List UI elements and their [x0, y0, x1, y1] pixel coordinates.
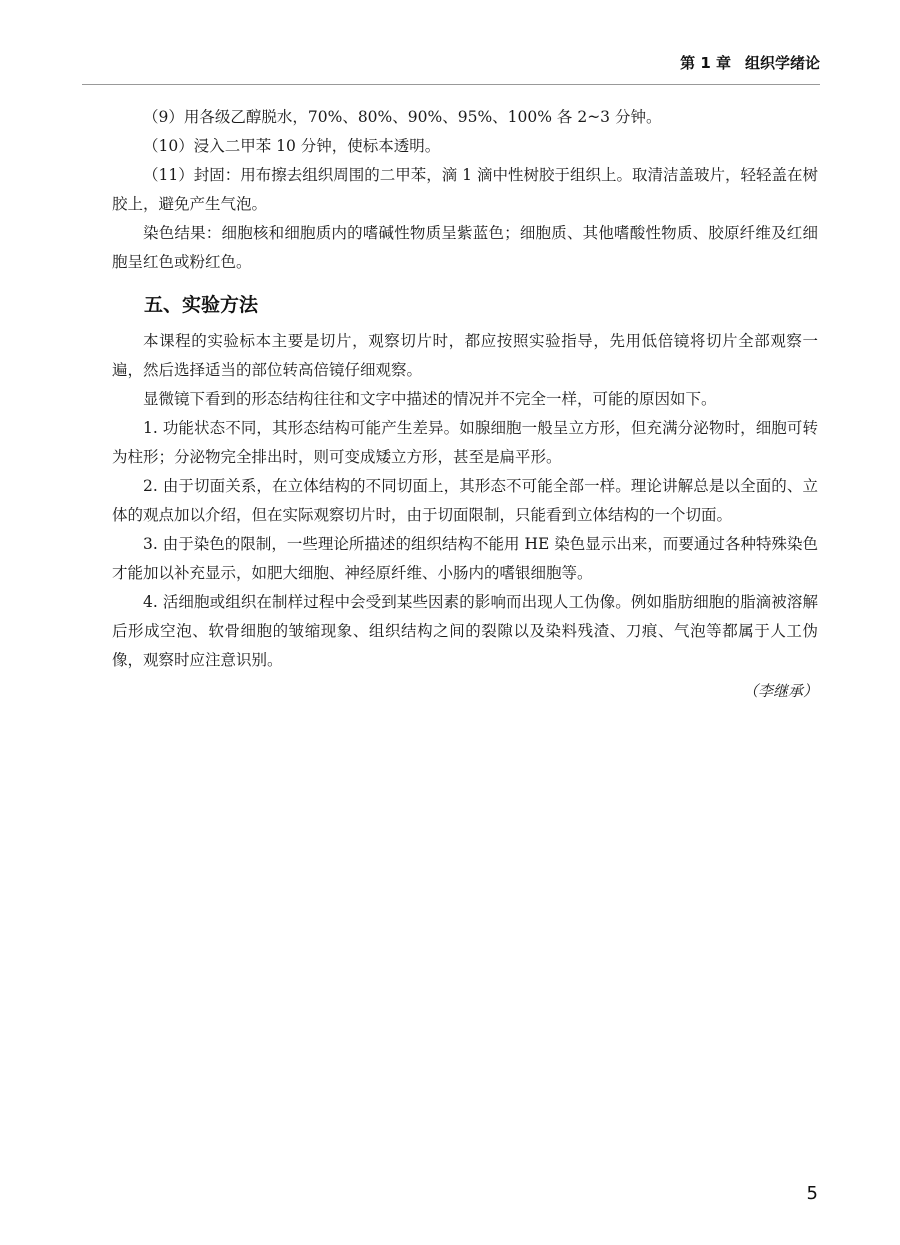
paragraph-reason-4: 4. 活细胞或组织在制样过程中会受到某些因素的影响而出现人工伪像。例如脂肪细胞的脂滴被溶解后形成空泡、软骨细胞的皱缩现象、组织结构之间的裂隙以及染料残渣、刀痕、气泡等都属于人工伪像，观察时应注意识别。 [112, 593, 818, 669]
author-credit: （李继承） [742, 682, 818, 700]
paragraph-reason-1: 1. 功能状态不同，其形态结构可能产生差异。如腺细胞一般呈立方形，但充满分泌物时，细胞可转为柱形；分泌物完全排出时，则可变成矮立方形，甚至是扁平形。 [112, 419, 818, 466]
section-heading: 五、实验方法 [144, 294, 259, 316]
running-header [680, 52, 820, 73]
paragraph-reasons: 显微镜下看到的形态结构往往和文字中描述的情况并不完全一样，可能的原因如下。 [143, 390, 717, 408]
chapter-label: 第 1 章 [680, 54, 731, 72]
paragraph-staining-result: 染色结果：细胞核和细胞质内的嗜碱性物质呈紫蓝色；细胞质、其他嗜酸性物质、胶原纤维及红细胞呈红色或粉红色。 [112, 224, 818, 271]
paragraph-step-11: （11）封固：用布擦去组织周围的二甲苯，滴 1 滴中性树胶于组织上。取清洁盖玻片，轻轻盖在树胶上，避免产生气泡。 [112, 166, 818, 213]
header-rule [82, 84, 820, 85]
paragraph-intro: 本课程的实验标本主要是切片，观察切片时，都应按照实验指导，先用低倍镜将切片全部观察一遍，然后选择适当的部位转高倍镜仔细观察。 [112, 332, 818, 379]
paragraph-step-10: （10）浸入二甲苯 10 分钟，使标本透明。 [143, 137, 441, 155]
paragraph-reason-2: 2. 由于切面关系，在立体结构的不同切面上，其形态不可能全部一样。理论讲解总是以全面的、立体的观点加以介绍，但在实际观察切片时，由于切面限制，只能看到立体结构的一个切面。 [112, 477, 818, 524]
chapter-title: 组织学绪论 [744, 54, 820, 72]
paragraph-reason-3: 3. 由于染色的限制，一些理论所描述的组织结构不能用 HE 染色显示出来，而要通过各种特殊染色才能加以补充显示，如肥大细胞、神经原纤维、小肠内的嗜银细胞等。 [112, 535, 818, 582]
page-number: 5 [806, 1183, 818, 1204]
paragraph-step-9: （9）用各级乙醇脱水，70%、80%、90%、95%、100% 各 2~3 分钟。 [143, 108, 662, 126]
page-body [112, 103, 818, 706]
